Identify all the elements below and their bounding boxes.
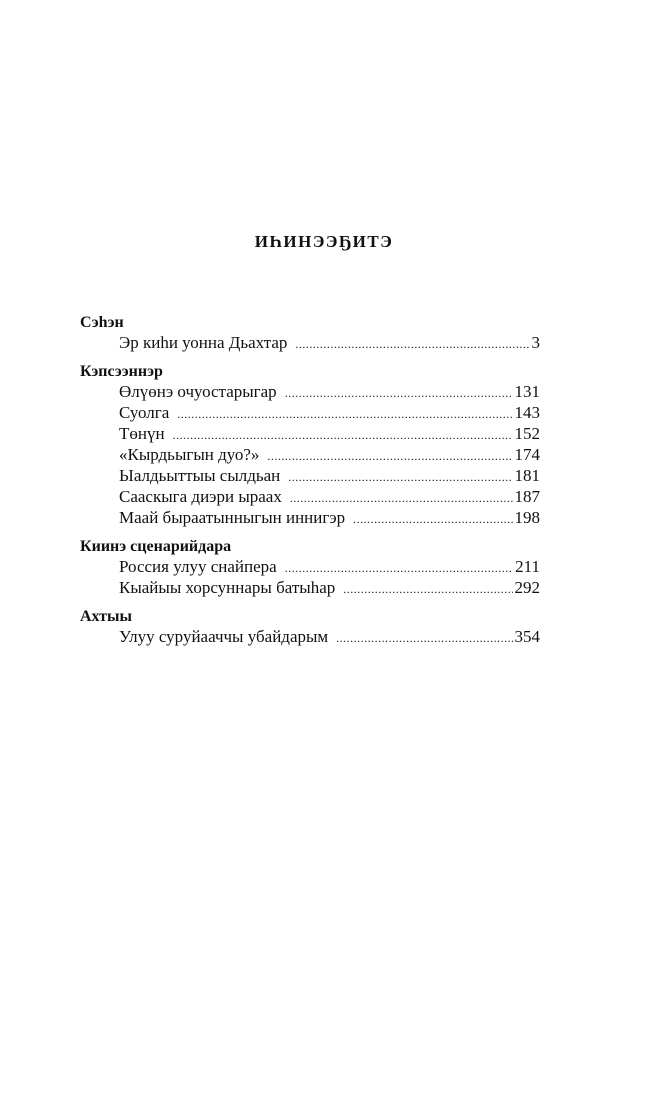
toc-entry: [119, 332, 540, 353]
entry-page-number: 211: [515, 557, 540, 576]
entry-page-number: 3: [531, 333, 540, 352]
toc-entry: [119, 577, 540, 598]
toc-entry: [119, 507, 540, 528]
toc-entry: [119, 381, 540, 402]
dot-leader: [285, 383, 513, 404]
toc-entry: [119, 556, 540, 577]
entry-title: Улуу суруйааччы убайдарым: [119, 627, 329, 646]
section-title: Киинэ сценарийдара: [80, 538, 232, 555]
toc-entry: [119, 444, 540, 465]
section-title: Ахтыы: [80, 608, 132, 625]
entry-title: Эр киһи уонна Дьахтар: [119, 333, 288, 352]
table-of-contents: [80, 313, 540, 656]
dot-leader: [290, 488, 513, 509]
entry-title: Сааскыга диэри ыраах: [119, 487, 282, 506]
toc-entry: [119, 486, 540, 507]
entry-title: Кыайыы хорсуннары батыһар: [119, 578, 336, 597]
dot-leader: [267, 446, 512, 467]
dot-leader: [353, 509, 512, 530]
toc-section-screenplays: [80, 537, 540, 598]
toc-section-stories: [80, 362, 540, 528]
toc-entry: [119, 626, 540, 647]
dot-leader: [295, 334, 529, 355]
entry-page-number: 174: [514, 445, 540, 464]
dot-leader: [285, 558, 513, 579]
dot-leader: [288, 467, 512, 488]
entry-title: Ыалдьыттыы сылдьан: [119, 466, 281, 485]
toc-entry: [119, 423, 540, 444]
entry-page-number: 187: [514, 487, 540, 506]
entry-title: Өлүөнэ очуостарыгар: [119, 382, 277, 401]
entry-page-number: 354: [514, 627, 540, 646]
entry-page-number: 198: [514, 508, 540, 527]
entry-page-number: 131: [514, 382, 540, 401]
entry-title: Россия улуу снайпера: [119, 557, 277, 576]
dot-leader: [336, 628, 512, 649]
toc-section-memoirs: [80, 607, 540, 647]
entry-title: Төнүн: [119, 424, 165, 443]
section-title: Кэпсээннэр: [80, 363, 163, 380]
entry-title: «Кырдьыгын дуо?»: [119, 445, 260, 464]
dot-leader: [177, 404, 512, 425]
entry-page-number: 181: [514, 466, 540, 485]
entry-title: Маай быраатынныгын иннигэр: [119, 508, 346, 527]
toc-entry: [119, 465, 540, 486]
entry-page-number: 292: [514, 578, 540, 597]
toc-section-novella: [80, 313, 540, 353]
toc-entry: [119, 402, 540, 423]
toc-heading: ИҺИНЭЭҔИТЭ: [254, 232, 394, 251]
entry-title: Суолга: [119, 403, 170, 422]
dot-leader: [173, 425, 513, 446]
dot-leader: [343, 579, 512, 600]
entry-page-number: 152: [514, 424, 540, 443]
entry-page-number: 143: [514, 403, 540, 422]
section-title: Сэһэн: [80, 314, 124, 331]
